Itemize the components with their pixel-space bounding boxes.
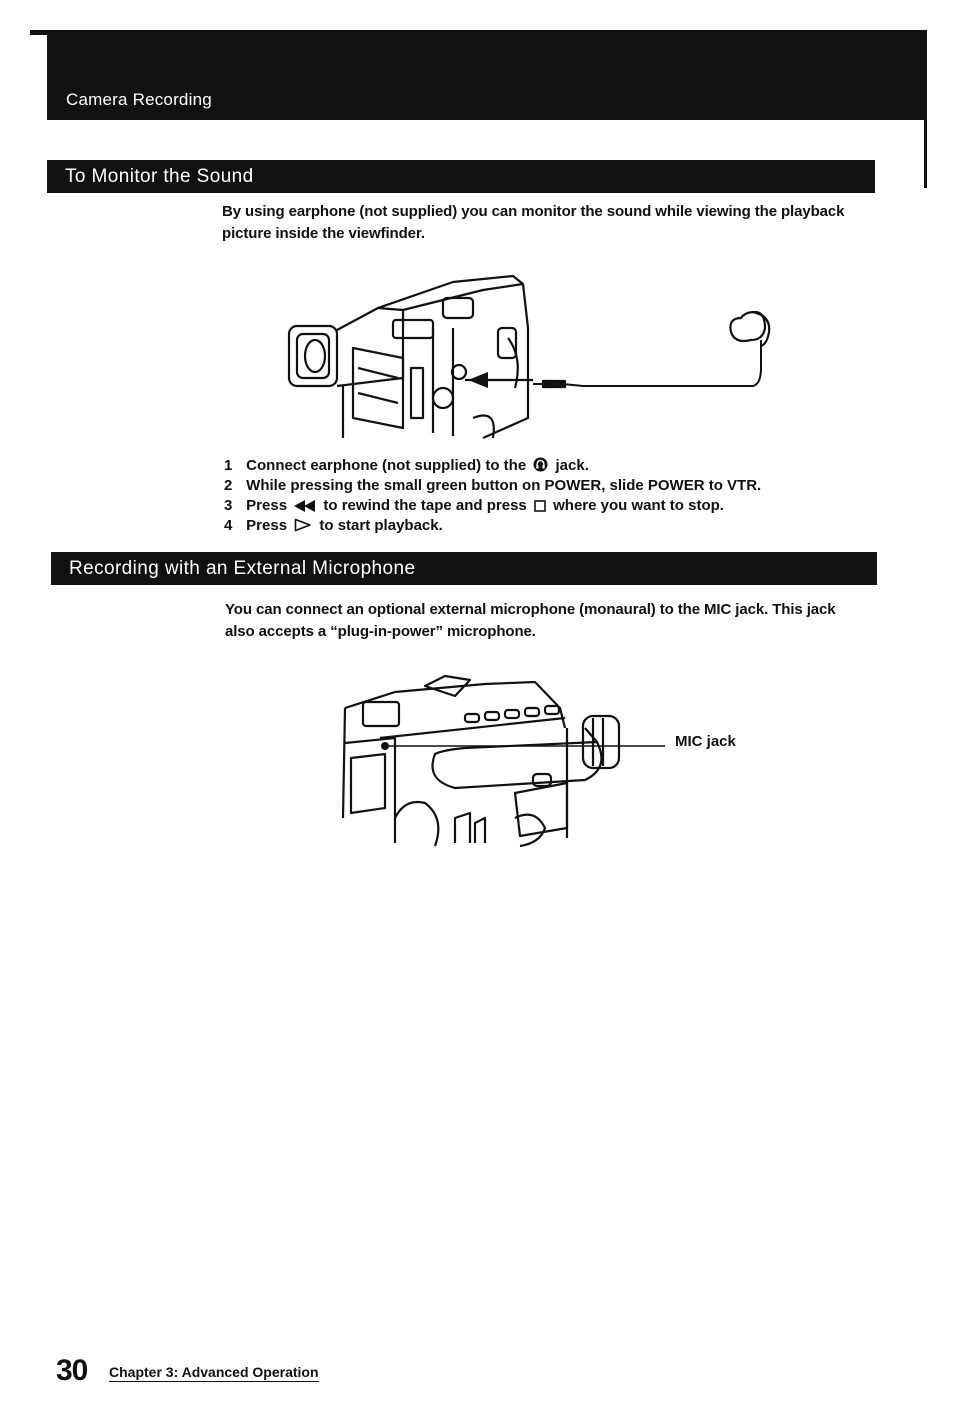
step-number: 1	[224, 457, 233, 474]
step-number: 2	[224, 477, 233, 494]
camcorder-earphone-illustration	[283, 268, 783, 443]
step-number: 4	[224, 517, 233, 534]
section-title: To Monitor the Sound	[65, 166, 254, 187]
play-icon	[294, 518, 312, 532]
headphone-jack-icon	[533, 457, 548, 472]
header-title: Camera Recording	[66, 90, 212, 109]
stop-icon	[534, 500, 546, 512]
page-number: 30	[56, 1354, 88, 1387]
section-heading-monitor-sound	[47, 160, 875, 193]
step-text-post: jack.	[555, 457, 589, 474]
step-text: Press	[246, 517, 288, 534]
rewind-icon	[294, 500, 316, 512]
step-1	[224, 456, 864, 476]
step-text: Connect earphone (not supplied) to the	[246, 457, 527, 474]
mic-jack-label: MIC jack	[675, 733, 736, 750]
step-text: While pressing the small green button on POWER, slide POWER to VTR.	[246, 477, 762, 494]
step-text: Press	[246, 497, 288, 514]
section-heading-external-mic	[51, 552, 877, 585]
step-text-post: to start playback.	[319, 517, 443, 534]
mic-paragraph: You can connect an optional external microphone (monaural) to the MIC jack. This jack also accepts a “plug-in-power” microphone.	[225, 601, 836, 640]
intro-paragraph: By using earphone (not supplied) you can monitor the sound while viewing the playback picture inside the viewfinder.	[222, 203, 845, 242]
camcorder-mic-jack-illustration	[335, 668, 765, 848]
step-2	[224, 476, 864, 496]
steps-list	[224, 456, 864, 536]
chapter-footer: Chapter 3: Advanced Operation	[109, 1364, 319, 1380]
section-title: Recording with an External Microphone	[69, 558, 416, 579]
step-text-mid: to rewind the tape and press	[323, 497, 527, 514]
right-rule	[924, 30, 927, 188]
step-number: 3	[224, 497, 233, 514]
step-text-post: where you want to stop.	[553, 497, 724, 514]
step-4	[224, 516, 864, 536]
step-3	[224, 496, 864, 516]
